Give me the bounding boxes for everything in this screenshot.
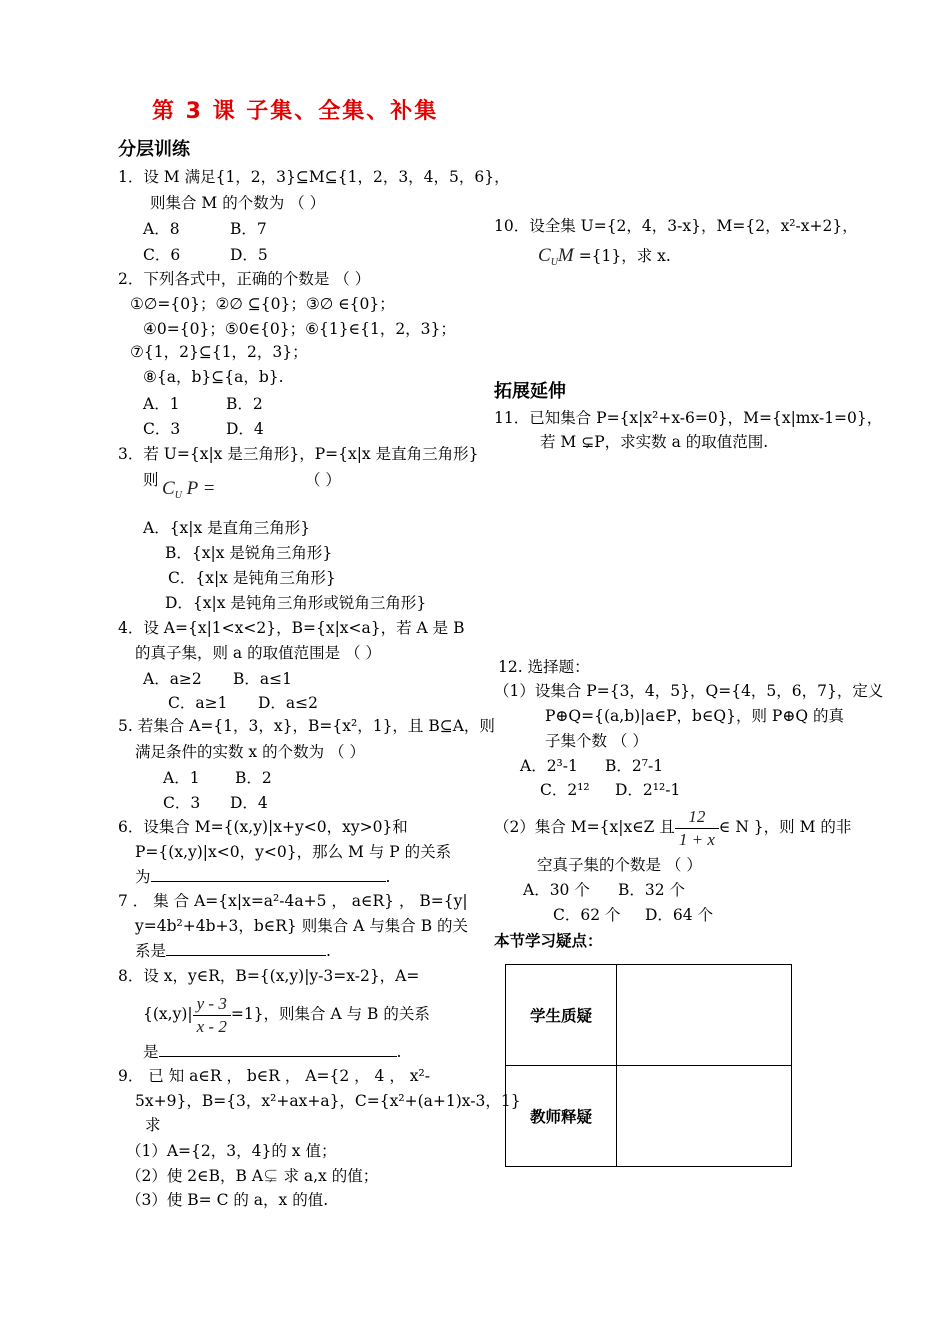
q2-option-a: A．1 xyxy=(143,395,180,413)
student-questions-cell xyxy=(617,965,792,1066)
q3-then: 则 xyxy=(143,471,159,489)
doubts-table xyxy=(505,964,792,1167)
q12-part1-option-c: C．2¹² xyxy=(540,781,590,799)
q5-option-d: D．4 xyxy=(230,794,268,812)
q4-option-a: A．a≥2 xyxy=(143,670,202,688)
q12-part1-option-d: D．2¹²-1 xyxy=(615,781,681,799)
q3-answer-paren: （ ） xyxy=(305,471,341,489)
q3-option-c: C．{x|x 是钝角三角形} xyxy=(168,569,336,587)
q1-line1: 1．设 M 满足{1，2，3}⊆M⊆{1，2，3，4，5，6}， xyxy=(118,168,510,186)
q3-line1: 3．若 U={x|x 是三角形}，P={x|x 是直角三角形} xyxy=(118,445,479,463)
doubts-heading: 本节学习疑点： xyxy=(494,932,603,950)
q7-line1: 7 ． 集 合 A={x|x=a²-4a+5 ， a∈R} ， B={y| xyxy=(118,892,468,910)
q2-line2: ①∅={0}；②∅ ⊆{0}；③∅ ∈{0}； xyxy=(130,295,395,313)
q1-option-a: A．8 xyxy=(143,220,180,238)
q12-line1: 12. 选择题： xyxy=(498,658,590,676)
teacher-answers-label: 教师释疑 xyxy=(506,1066,617,1167)
q9-line3: 求 xyxy=(145,1116,161,1134)
q10-line2: $C_UM =\{1\}$，求 x. xyxy=(538,245,671,268)
q4-option-b: B．a≤1 xyxy=(233,670,292,688)
q12-part1-option-b: B．2⁷-1 xyxy=(605,757,664,775)
q6-line1: 6．设集合 M={(x,y)|x+y<0，xy>0}和 xyxy=(118,818,408,836)
q7-line2: y=4b²+4b+3，b∈R} 则集合 A 与集合 B 的关 xyxy=(135,917,469,935)
q3-option-a: A．{x|x 是直角三角形} xyxy=(143,519,311,537)
q1-option-d: D．5 xyxy=(230,246,268,264)
q2-line3: ④0={0}；⑤0∈{0}；⑥{1}∈{1，2，3}； xyxy=(143,320,456,338)
q1-option-c: C．6 xyxy=(143,246,181,264)
q8-fraction: $\frac{y - 3}{x - 2}$ xyxy=(193,993,231,1038)
q4-line2: 的真子集，则 a 的取值范围是 （ ） xyxy=(135,644,381,662)
q9-sub3: （3）使 B= C 的 a，x 的值. xyxy=(126,1191,329,1209)
section-heading-extension: 拓展延伸 xyxy=(494,381,566,402)
q2-option-b: B．2 xyxy=(226,395,263,413)
q3-option-d: D．{x|x 是钝角三角形或锐角三角形} xyxy=(165,594,427,612)
q5-option-c: C．3 xyxy=(163,794,201,812)
q12-part1-line3: 子集个数 （ ） xyxy=(545,732,648,750)
q12-part1-line1: （1）设集合 P={3，4，5}，Q={4，5，6，7}，定义 xyxy=(494,682,884,700)
q4-option-d: D．a≤2 xyxy=(258,694,319,712)
q12-part2-line1: （2）集合 M={x|x∈Z 且 $\frac{12}{1 + x}$ ∈ N }，则 M 的非 xyxy=(494,806,852,849)
q12-part2-option-c: C．62 个 xyxy=(553,906,621,924)
student-questions-label: 学生质疑 xyxy=(506,965,617,1066)
q5-option-a: A．1 xyxy=(163,769,200,787)
q7-line3: 系是 . xyxy=(135,942,331,960)
q1-line2: 则集合 M 的个数为 （ ） xyxy=(150,194,326,212)
q12-part2-option-d: D．64 个 xyxy=(645,906,714,924)
q9-sub1: （1）A={2，3，4}的 x 值； xyxy=(126,1142,337,1160)
q2-option-c: C．3 xyxy=(143,420,181,438)
q2-line4: ⑦{1，2}⊆{1，2，3}； xyxy=(130,343,308,361)
q1-option-b: B．7 xyxy=(230,220,267,238)
teacher-answers-cell xyxy=(617,1066,792,1167)
q5-line1: 5. 若集合 A={1，3，x}，B={x²，1}，且 B⊆A，则 xyxy=(118,717,495,735)
q8-line1: 8．设 x，y∈R，B={(x,y)|y-3=x-2}，A= xyxy=(118,967,420,985)
q9-sub2: （2）使 2∈B，B A⊊ 求 a,x 的值； xyxy=(126,1167,379,1185)
q5-option-b: B．2 xyxy=(235,769,272,787)
q12-part2-option-b: B．32 个 xyxy=(618,881,686,899)
q8-line3: 是 . xyxy=(143,1043,402,1061)
q3-option-b: B．{x|x 是锐角三角形} xyxy=(165,544,333,562)
q2-option-d: D．4 xyxy=(226,420,264,438)
q6-line2: P={(x,y)|x<0，y<0}，那么 M 与 P 的关系 xyxy=(135,843,452,861)
q11-line1: 11．已知集合 P={x|x²+x-6=0}，M={x|mx-1=0}， xyxy=(494,409,883,427)
q4-line1: 4．设 A={x|1<x<2}，B={x|x<a}，若 A 是 B xyxy=(118,619,465,637)
q3-complement-expression: $C_U$ P = xyxy=(162,478,216,501)
q6-line3: 为 . xyxy=(135,868,391,886)
table-row xyxy=(506,1066,792,1167)
q12-part2-line2: 空真子集的个数是 （ ） xyxy=(537,856,702,874)
q12-part1-line2: P⊕Q={(a,b)|a∈P，b∈Q}，则 P⊕Q 的真 xyxy=(545,707,844,725)
q12-part1-option-a: A．2³-1 xyxy=(520,757,578,775)
q5-line2: 满足条件的实数 x 的个数为 （ ） xyxy=(135,743,365,761)
q2-line1: 2．下列各式中，正确的个数是 （ ） xyxy=(118,270,371,288)
page-title: 第 3 课 子集、全集、补集 xyxy=(152,99,439,124)
q10-line1: 10．设全集 U={2，4，3-x}，M={2，x²-x+2}， xyxy=(494,217,858,235)
q2-line5: ⑧{a，b}⊆{a，b}. xyxy=(143,368,284,386)
q12-fraction: $\frac{12}{1 + x}$ xyxy=(675,806,719,851)
q9-line1: 9． 已 知 a∈R ， b∈R ， A={2 ， 4 ， x²- xyxy=(118,1067,430,1085)
section-heading-layered-training: 分层训练 xyxy=(118,139,190,160)
q12-part2-option-a: A．30 个 xyxy=(523,881,590,899)
table-row xyxy=(506,965,792,1066)
q9-line2: 5x+9}，B={3，x²+ax+a}，C={x²+(a+1)x-3，1} xyxy=(135,1092,521,1110)
q4-option-c: C．a≥1 xyxy=(168,694,228,712)
q8-fraction-line: {(x,y)| $\frac{y - 3}{x - 2}$ =1}，则集合 A 与 B 的关系 xyxy=(143,993,430,1036)
q11-line2: 若 M ⊊P，求实数 a 的取值范围. xyxy=(540,433,769,451)
